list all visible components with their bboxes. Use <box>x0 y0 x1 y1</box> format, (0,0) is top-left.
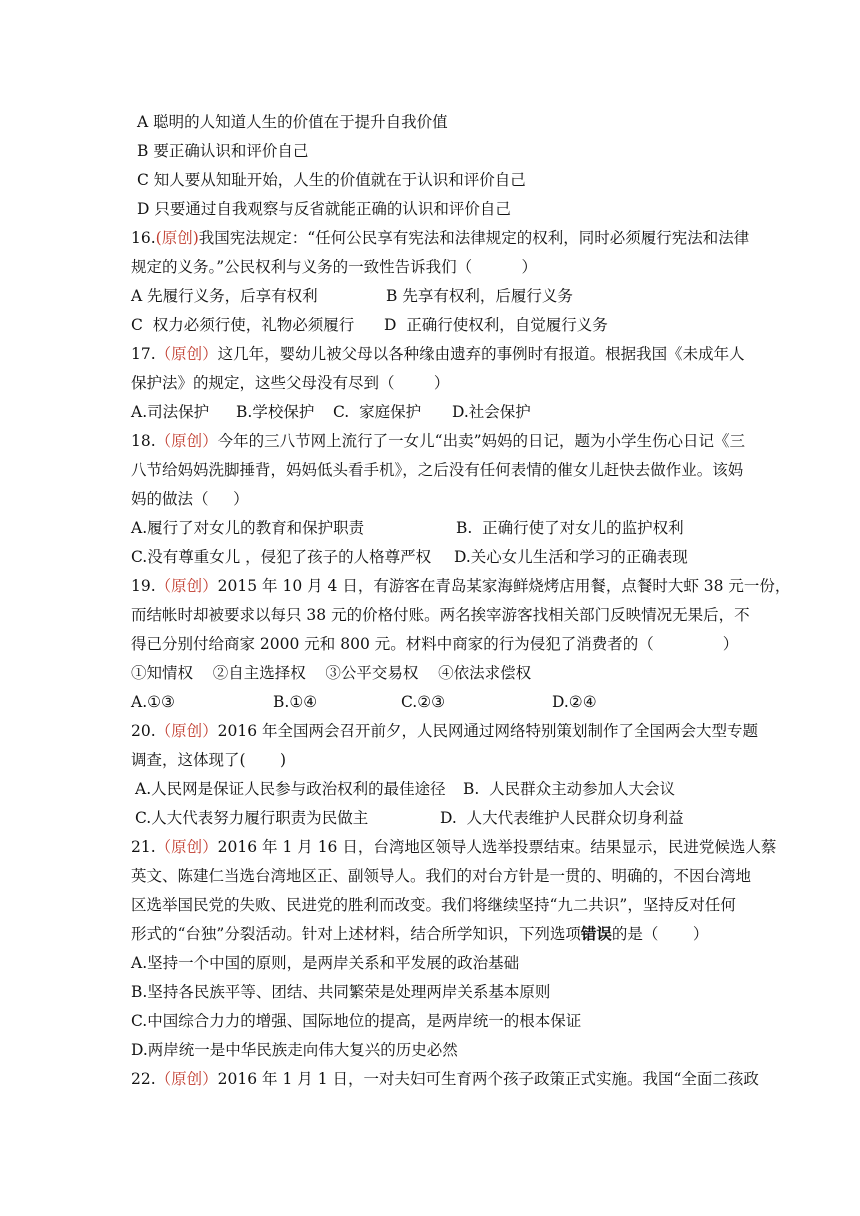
q17-stem-line2: 保护法》的规定，这些父母没有尽到（ ） <box>131 374 450 392</box>
q22-stem-text: 2016 年 1 月 1 日，一对夫妇可生育两个孩子政策正式实施。我国“全面二孩政 <box>217 1070 759 1088</box>
q20-option-c: C.人大代表努力履行职责为民做主 <box>135 809 369 827</box>
q19-stem-line3: 得已分别付给商家 2000 元和 800 元。材料中商家的行为侵犯了消费者的（ ） <box>131 635 739 653</box>
q18-stem-text: 今年的三八节网上流行了一女儿“出卖”妈妈的日记，题为小学生伤心日记《三 <box>217 432 746 450</box>
q21-stem-line1 <box>131 837 776 857</box>
q21-option-d: D.两岸统一是中华民族走向伟大复兴的历史必然 <box>131 1041 458 1059</box>
q21-option-a: A.坚持一个中国的原则，是两岸关系和平发展的政治基础 <box>131 954 520 972</box>
q17-number: 17. <box>131 345 156 363</box>
q16-option-b: B 先享有权利，后履行义务 <box>386 287 573 305</box>
q21-stem-line2: 英文、陈建仁当选台湾地区正、副领导人。我们的对台方针是一贯的、明确的，不因台湾地 <box>131 867 752 885</box>
q16-option-c: C 权力必须行使，礼物必须履行 <box>131 316 355 334</box>
q22-number: 22. <box>131 1070 156 1088</box>
q16-number: 16. <box>131 229 156 247</box>
q21-stem-text: 2016 年 1 月 16 日，台湾地区领导人选举投票结束。结果显示，民进党候选人蔡 <box>217 838 777 856</box>
q21-stem-text-4c: 的是（ ） <box>611 925 709 943</box>
q21-emphasis-wrong: 错误 <box>580 924 612 943</box>
q16-original-tag: (原创) <box>155 229 199 247</box>
q18-stem-line1 <box>131 431 745 451</box>
q20-stem-text: 2016 年全国两会召开前夕，人民网通过网络特别策划制作了全国两会大型专题 <box>217 722 759 740</box>
q18-stem-line2: 八节给妈妈洗脚捶背，妈妈低头看手机》，之后没有任何表情的催女儿赶快去做作业。该妈 <box>131 461 744 479</box>
q21-option-b: B.坚持各民族平等、团结、共同繁荣是处理两岸关系基本原则 <box>131 983 551 1001</box>
q18-option-a: A.履行了对女儿的教育和保护职责 <box>131 519 365 537</box>
q20-stem-line2: 调查，这体现了( ) <box>131 751 287 769</box>
q20-option-b: B. 人民群众主动参加人大会议 <box>463 780 676 798</box>
q18-option-c: C.没有尊重女儿 ，侵犯了孩子的人格尊严权 <box>131 548 432 566</box>
q21-stem-text-4a: 形式的“台独”分裂活动。针对上述材料，结合所学知识，下列选项 <box>131 925 581 943</box>
q17-option-b: B.学校保护 <box>236 403 315 421</box>
q20-stem-line1 <box>131 721 758 741</box>
q20-original-tag: （原创） <box>155 722 218 740</box>
q19-items: ①知情权 ②自主选择权 ③公平交易权 ④依法求偿权 <box>131 664 532 682</box>
q19-option-d: D.②④ <box>552 693 597 711</box>
q22-stem-line1 <box>131 1069 759 1089</box>
q22-original-tag: （原创） <box>155 1070 218 1088</box>
q19-option-a: A.①③ <box>131 693 175 711</box>
q18-original-tag: （原创） <box>155 432 218 450</box>
q17-option-c: C. 家庭保护 <box>333 403 422 421</box>
q21-number: 21. <box>131 838 156 856</box>
q15-option-d: D 只要通过自我观察与反省就能正确的认识和评价自己 <box>137 200 511 218</box>
q19-number: 19. <box>131 577 156 595</box>
q20-option-a: A.人民网是保证人民参与政治权利的最佳途径 <box>135 780 446 798</box>
q21-stem-line4 <box>131 924 708 944</box>
q17-stem-text: 这几年，婴幼儿被父母以各种缘由遗弃的事例时有报道。根据我国《未成年人 <box>217 345 745 363</box>
q19-option-c: C.②③ <box>401 693 446 711</box>
q21-option-c: C.中国综合力力的增强、国际地位的提高，是两岸统一的根本保证 <box>131 1012 582 1030</box>
q15-option-b: B 要正确认识和评价自己 <box>137 142 309 160</box>
q17-option-d: D.社会保护 <box>452 403 531 421</box>
q15-option-a: A 聪明的人知道人生的价值在于提升自我价值 <box>137 113 448 131</box>
q19-option-b: B.①④ <box>273 693 318 711</box>
q17-option-a: A.司法保护 <box>131 403 210 421</box>
q21-original-tag: （原创） <box>155 838 218 856</box>
q19-stem-line2: 而结帐时却被要求以每只 38 元的价格付账。两名挨宰游客找相关部门反映情况无果后，不 <box>131 606 750 624</box>
q16-stem-text: 我国宪法规定：“任何公民享有宪法和法律规定的权利，同时必须履行宪法和法律 <box>198 229 750 247</box>
q18-option-b: B. 正确行使了对女儿的监护权利 <box>456 519 684 537</box>
q17-original-tag: （原创） <box>155 345 218 363</box>
q20-number: 20. <box>131 722 156 740</box>
q21-stem-line3: 区选举国民党的失败、民进党的胜利而改变。我们将继续坚持“九二共识”，坚持反对任何 <box>131 896 736 914</box>
q18-number: 18. <box>131 432 156 450</box>
q16-option-a: A 先履行义务，后享有权利 <box>131 287 318 305</box>
q17-stem-line1 <box>131 344 745 364</box>
q16-option-d: D 正确行使权利，自觉履行义务 <box>384 316 608 334</box>
q18-stem-line3: 妈的做法（ ） <box>131 490 249 508</box>
q16-stem-line1 <box>131 228 749 248</box>
q15-option-c: C 知人要从知耻开始，人生的价值就在于认识和评价自己 <box>137 171 526 189</box>
q18-option-d: D.关心女儿生活和学习的正确表现 <box>454 548 688 566</box>
q20-option-d: D. 人大代表维护人民群众切身利益 <box>440 809 684 827</box>
q16-stem-line2: 规定的义务。”公民权利与义务的一致性告诉我们（ ） <box>131 258 537 276</box>
q19-stem-text: 2015 年 10 月 4 日，有游客在青岛某家海鲜烧烤店用餐，点餐时大虾 38 元一份， <box>217 577 791 595</box>
q19-original-tag: （原创） <box>155 577 218 595</box>
q19-stem-line1 <box>131 576 790 596</box>
